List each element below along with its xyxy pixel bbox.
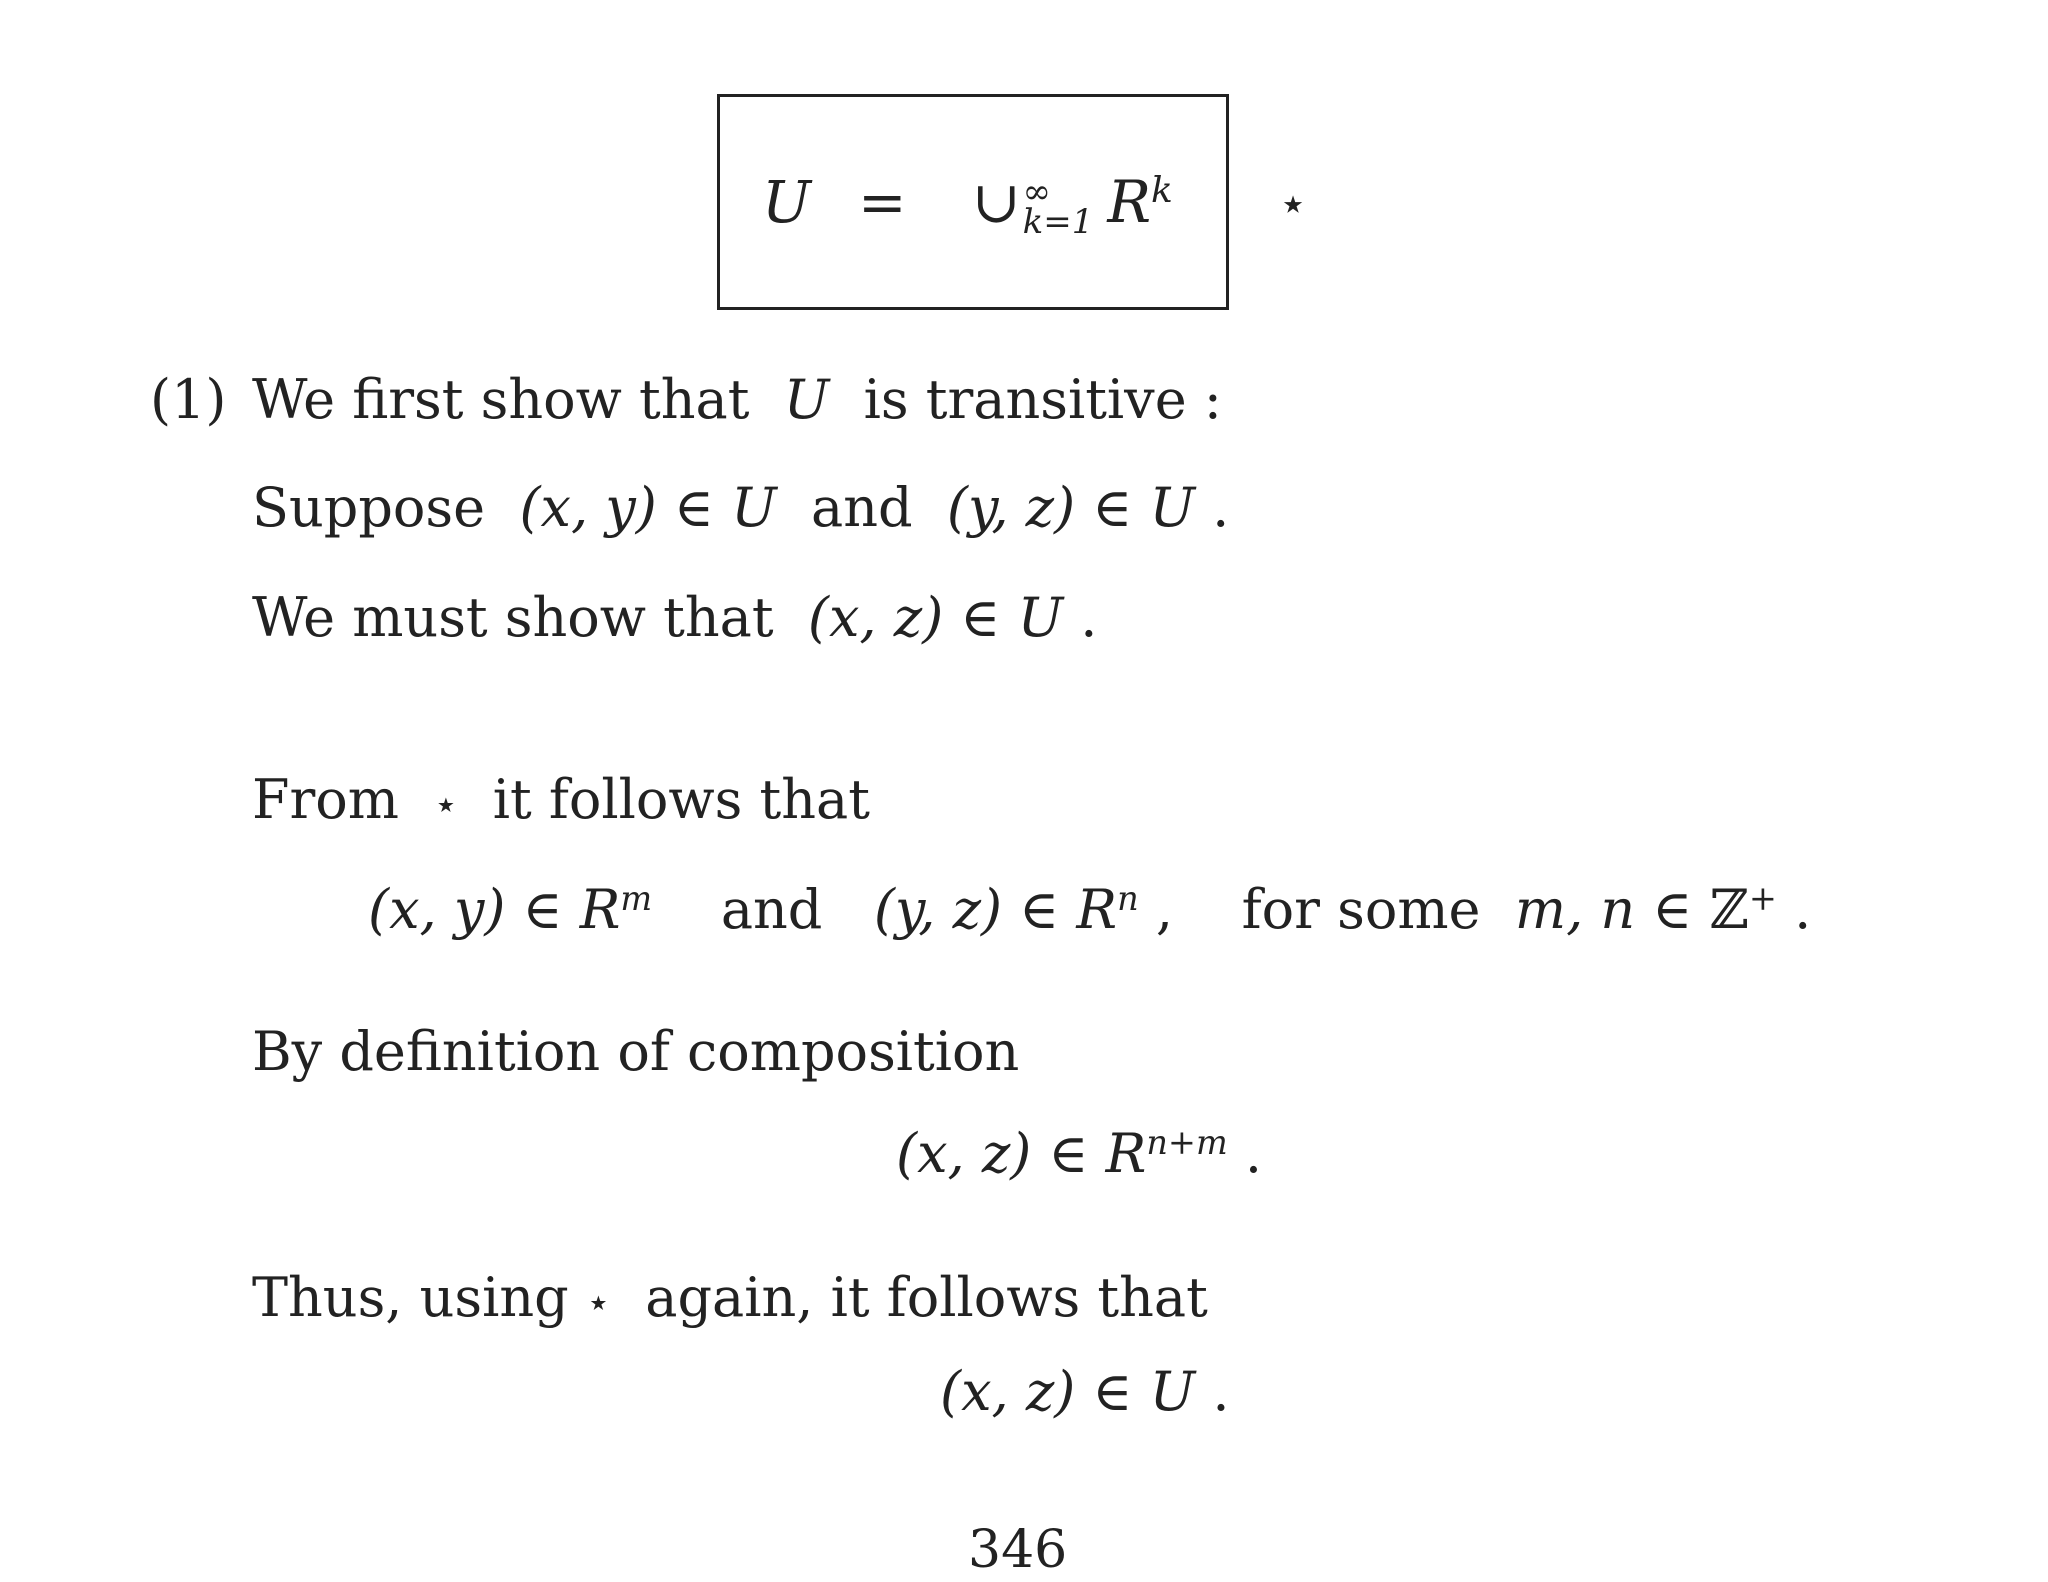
rel-right-exp: n bbox=[1117, 878, 1139, 918]
heading-var: U bbox=[783, 368, 830, 431]
from-star: ⋆ bbox=[433, 782, 459, 828]
definition-lhs: U bbox=[762, 168, 811, 236]
rel-and: and bbox=[720, 878, 823, 941]
definition-star: ⋆ bbox=[1278, 176, 1309, 232]
final-expr: (x, z) ∈ U bbox=[940, 1360, 1196, 1423]
union-symbol: ∪ bbox=[972, 168, 1021, 236]
rel-set: ℤ bbox=[1709, 878, 1749, 941]
definition-union bbox=[972, 170, 1173, 243]
bydef-line: By definition of composition bbox=[252, 1020, 1020, 1083]
item-heading bbox=[252, 368, 1222, 432]
heading-pre: We first show that bbox=[252, 368, 750, 431]
from-pre: From bbox=[252, 768, 399, 831]
composition-line bbox=[896, 1122, 1262, 1193]
thus-post: again, it follows that bbox=[645, 1266, 1208, 1329]
rel-left: (x, y) ∈ R bbox=[368, 878, 621, 941]
rel-set-exp: + bbox=[1748, 878, 1777, 918]
item-number: (1) bbox=[150, 368, 227, 431]
rel-left-exp: m bbox=[620, 878, 653, 918]
from-line bbox=[252, 768, 870, 837]
rel-comma: , bbox=[1155, 878, 1173, 941]
suppose-pair-1: (x, y) ∈ U bbox=[519, 476, 777, 539]
definition-base: R bbox=[1107, 168, 1152, 236]
must-text: We must show that bbox=[252, 586, 774, 649]
comp-expr: (x, z) ∈ R bbox=[896, 1122, 1147, 1185]
rel-right: (y, z) ∈ R bbox=[873, 878, 1118, 941]
suppose-pair-2: (y, z) ∈ U bbox=[946, 476, 1195, 539]
suppose-end: . bbox=[1212, 476, 1230, 539]
final-line bbox=[940, 1360, 1230, 1424]
must-expr: (x, z) ∈ U bbox=[807, 586, 1064, 649]
definition-equals: = bbox=[858, 168, 907, 236]
comp-end: . bbox=[1244, 1122, 1263, 1185]
heading-post: is transitive : bbox=[863, 368, 1223, 431]
from-post: it follows that bbox=[492, 768, 870, 831]
thus-star: ⋆ bbox=[585, 1280, 611, 1326]
suppose-word: Suppose bbox=[252, 476, 486, 539]
relations-line bbox=[368, 878, 1811, 949]
rel-end: . bbox=[1794, 878, 1812, 941]
suppose-line bbox=[252, 476, 1229, 540]
final-end: . bbox=[1212, 1360, 1230, 1423]
thus-pre: Thus, using bbox=[252, 1266, 569, 1329]
rel-for-some: for some bbox=[1241, 878, 1481, 941]
must-end: . bbox=[1080, 586, 1098, 649]
comp-exp: n+m bbox=[1146, 1122, 1228, 1162]
page-number: 346 bbox=[968, 1520, 1068, 1580]
union-upper-limit: ∞ bbox=[1022, 171, 1051, 212]
suppose-and: and bbox=[811, 476, 913, 539]
union-lower-limit: k=1 bbox=[1022, 201, 1094, 242]
rel-vars: m, n ∈ bbox=[1514, 878, 1693, 941]
thus-line bbox=[252, 1266, 1208, 1335]
must-line bbox=[252, 586, 1097, 650]
definition-exponent: k bbox=[1151, 170, 1173, 212]
